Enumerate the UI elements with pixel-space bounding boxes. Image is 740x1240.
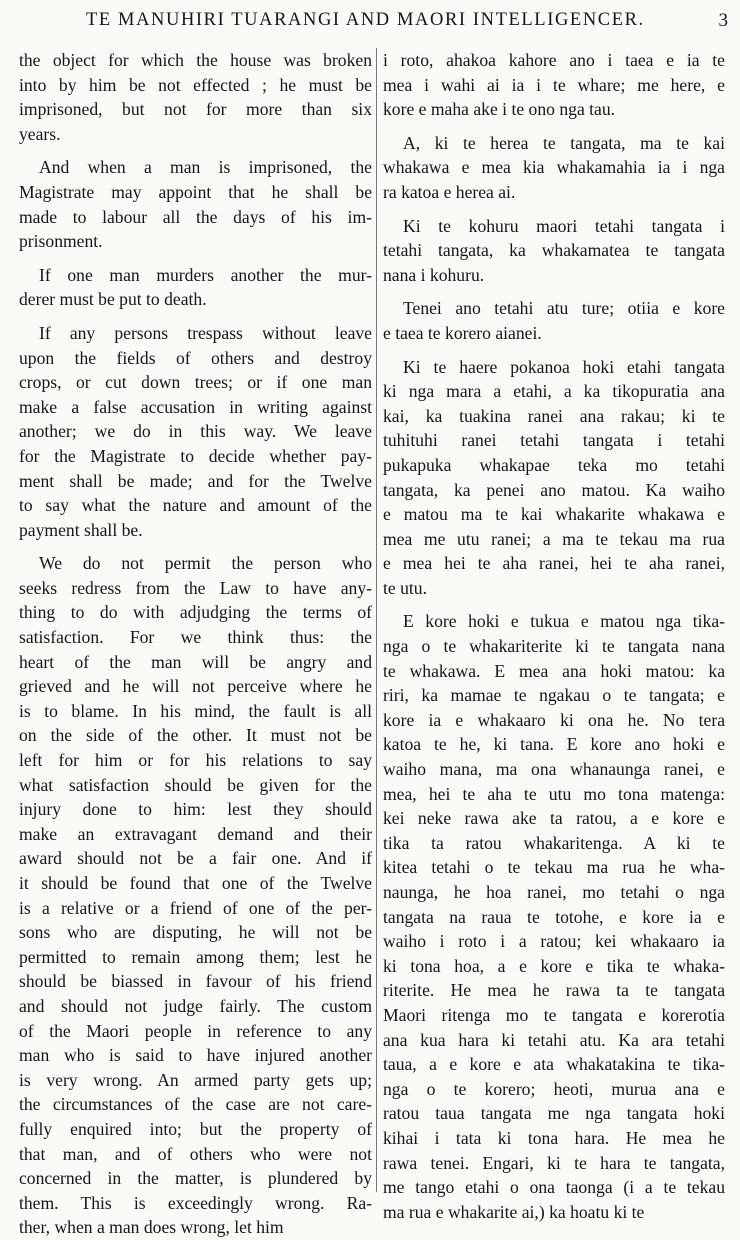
column-divider — [376, 48, 377, 1192]
text-line: mea me utu ranei; a ma te tekau ma rua — [383, 528, 725, 549]
text-line: And when a man is imprisoned, the — [39, 157, 372, 178]
text-line: katoa te he, ki tana. E kore ano hoki e — [383, 734, 725, 755]
text-line: tangata, ka penei ano matou. Ka waiho — [383, 479, 725, 500]
text-line: kihai i tata ki tona hara. He mea he — [383, 1127, 725, 1148]
text-line: te whakawa. E mea ana hoki matou: ka — [383, 660, 725, 681]
text-line: e taea te korero aianei. — [383, 322, 542, 343]
text-line: E kore hoki e tukua e matou nga tika- — [403, 611, 725, 632]
paragraph-gap — [383, 346, 725, 355]
paragraph — [383, 214, 725, 288]
text-line: derer must be put to death. — [19, 289, 207, 310]
text-line: is very wrong. An armed party gets up; — [19, 1069, 372, 1090]
paragraph-gap — [19, 312, 372, 321]
paragraph-gap — [383, 287, 725, 296]
paragraph — [383, 48, 725, 122]
text-line: ra katoa e herea ai. — [383, 181, 516, 202]
text-line: If any persons trespass without leave — [39, 322, 372, 343]
paragraph-gap — [19, 254, 372, 263]
text-line: e matou ma te kai whakarite whakawa e — [383, 504, 725, 525]
text-line: that man, and of others who were not — [19, 1143, 372, 1164]
text-line: make an extravagant demand and their — [19, 823, 372, 844]
text-line: made to labour all the days of his im- — [19, 206, 372, 227]
text-line: thing to do with adjudging the terms of — [19, 602, 372, 623]
paragraph — [19, 263, 372, 312]
text-line: it should be found that one of the Twelve — [19, 873, 372, 893]
text-line: the object for which the house was broken — [19, 50, 372, 70]
text-line: Ki te haere pokanoa hoki etahi tangata — [403, 356, 725, 377]
text-line: kai, ka tuakina ranei ana rakau; ki te — [383, 405, 725, 426]
text-line: to say what the nature and amount of the — [19, 495, 372, 516]
text-line: riri, ka mamae te ngakau o te tangata; e — [383, 685, 725, 706]
text-line: kitea tetahi o te tekau ma rua he wha- — [383, 857, 725, 878]
text-line: ma rua e whakarite ai,) ka hoatu ki te — [383, 1201, 645, 1222]
text-line: ki nga mara a etahi, a ka tikopuratia ana — [383, 381, 725, 402]
text-line: e mea hei te aha ranei, hei te aha ranei, — [383, 553, 725, 574]
text-line: mea i wahi ai ia i te whare; me here, e — [383, 74, 725, 95]
paragraph-gap — [383, 600, 725, 609]
text-line: nga o te whakariterite ki te tangata nana — [383, 636, 725, 657]
text-line: Tenei ano tetahi atu ture; otiia e kore — [403, 298, 725, 319]
text-line: Maori ritenga mo te tangata e korerotia — [383, 1004, 725, 1025]
text-line: waiho mana, ma ona whanaunga ranei, e — [383, 759, 725, 780]
text-line: We do not permit the person who — [39, 553, 372, 574]
text-line: of the Maori people in reference to any — [19, 1020, 372, 1041]
text-line: ratou taua tangata me nga tangata hoki — [383, 1103, 725, 1124]
text-line: heart of the man will be angry and — [19, 651, 372, 672]
text-line: ana kua hara ki tetahi atu. Ka ara tetahi — [383, 1029, 725, 1050]
text-line: fully enquired into; but the property of — [19, 1118, 372, 1139]
text-line: payment shall be. — [19, 519, 143, 540]
paragraph — [19, 155, 372, 253]
paragraph-gap — [383, 122, 725, 131]
text-line: kei neke rawa ake ta ratou, a e kore e — [383, 808, 725, 829]
text-line: and should not judge fairly. The custom — [19, 995, 372, 1016]
text-line: years. — [19, 123, 61, 144]
text-line: imprisoned, but not for more than six — [19, 99, 372, 120]
text-line: them. This is exceedingly wrong. Ra- — [19, 1192, 372, 1213]
text-line: tangata na raua te totohe, e kore ia e — [383, 906, 725, 927]
text-line: tetahi tangata, ka whakamatea te tangata — [383, 240, 725, 261]
text-line: nga o te korero; heoti, murua ana e — [383, 1078, 725, 1099]
text-line: the circumstances of the case are not care- — [19, 1094, 372, 1115]
text-line: nana i kohuru. — [383, 264, 485, 285]
text-line: award should not be a fair one. And if — [19, 848, 372, 869]
text-line: make a false accusation in writing against — [19, 396, 372, 417]
page-number: 3 — [718, 10, 728, 31]
text-line: tuhituhi ranei tetahi tangata i tetahi — [383, 430, 725, 451]
text-line: left for him or for his relations to say — [19, 750, 372, 771]
text-line: seeks redress from the Law to have any- — [19, 577, 372, 598]
text-line: is to blame. In his mind, the fault is all — [19, 700, 372, 721]
paragraph-gap — [19, 542, 372, 551]
text-line: me tango etahi o ona taonga (i a te tekau — [383, 1177, 725, 1198]
text-line: kore ia e whakaaro ki ona he. No tera — [383, 709, 725, 730]
text-line: If one man murders another the mur- — [39, 264, 372, 285]
text-line: sons who are disputing, he will not be — [19, 922, 372, 943]
text-line: ki tona hoa, a e kore e tika te whaka- — [383, 955, 725, 976]
text-line: Ki te kohuru maori tetahi tangata i — [403, 215, 725, 236]
text-line: on the side of the other. It must not be — [19, 725, 372, 746]
text-line: A, ki te herea te tangata, ma te kai — [403, 132, 725, 153]
text-line: injury done to him: lest they should — [19, 799, 372, 820]
paragraph — [19, 321, 372, 542]
text-line: what satisfaction should be given for the — [19, 774, 372, 795]
text-line: should be biassed in favour of his friend — [19, 971, 372, 992]
text-line: taua, a e kore e ata whakatakina te tika- — [383, 1054, 725, 1075]
text-line: concerned in the matter, is plundered by — [19, 1168, 372, 1189]
paragraph — [383, 296, 725, 345]
paragraph — [383, 355, 725, 601]
maori-column — [383, 48, 725, 1224]
text-line: Magistrate may appoint that he shall be — [19, 181, 372, 202]
english-column — [19, 48, 372, 1240]
paragraph — [19, 48, 372, 146]
page-header — [20, 4, 730, 34]
paragraph — [383, 131, 725, 205]
text-line: waiho i roto i a ratou; kei whakaaro ia — [383, 931, 725, 952]
text-line: grieved and he will not perceive where he — [19, 676, 372, 697]
text-line: for the Magistrate to decide whether pay- — [19, 445, 372, 466]
running-title: TE MANUHIRI TUARANGI AND MAORI INTELLIGENCER. — [86, 10, 645, 30]
text-line: into by him be not effected ; he must be — [19, 74, 372, 95]
text-line: upon the fields of others and destroy — [19, 347, 372, 368]
text-line: pukapuka whakapae teka mo tetahi — [383, 454, 725, 475]
text-line: prisonment. — [19, 231, 103, 252]
text-line: whakawa e mea kia whakamahia ia i nga — [383, 157, 725, 178]
text-line: naunga, he hoa ranei, mo tetahi o nga — [383, 882, 725, 902]
paragraph-gap — [19, 146, 372, 155]
text-line: riterite. He mea he rawa ta te tangata — [383, 980, 725, 1001]
paragraph-gap — [383, 205, 725, 214]
text-line: kore e maha ake i te ono nga tau. — [383, 99, 616, 120]
text-line: permitted to remain among them; lest he — [19, 946, 372, 967]
text-line: i roto, ahakoa kahore ano i taea e ia te — [383, 50, 725, 70]
text-line: ment shall be made; and for the Twelve — [19, 470, 372, 491]
text-line: ther, when a man does wrong, let him — [19, 1217, 284, 1238]
paragraph — [19, 551, 372, 1240]
text-line: te utu. — [383, 577, 427, 598]
text-line: tika ta ratou whakaritenga. A ki te — [383, 832, 725, 853]
text-line: satisfaction. For we think thus: the — [19, 627, 372, 648]
text-line: man who is said to have injured another — [19, 1045, 372, 1066]
text-line: another; we do in this way. We leave — [19, 421, 372, 442]
text-line: rawa tenei. Engari, ki te hara te tangata, — [383, 1152, 725, 1173]
paragraph — [383, 609, 725, 1224]
text-line: is a relative or a friend of one of the per- — [19, 897, 372, 918]
text-line: crops, or cut down trees; or if one man — [19, 372, 372, 393]
text-line: mea, hei te aha te utu mo tona matenga: — [383, 783, 725, 804]
